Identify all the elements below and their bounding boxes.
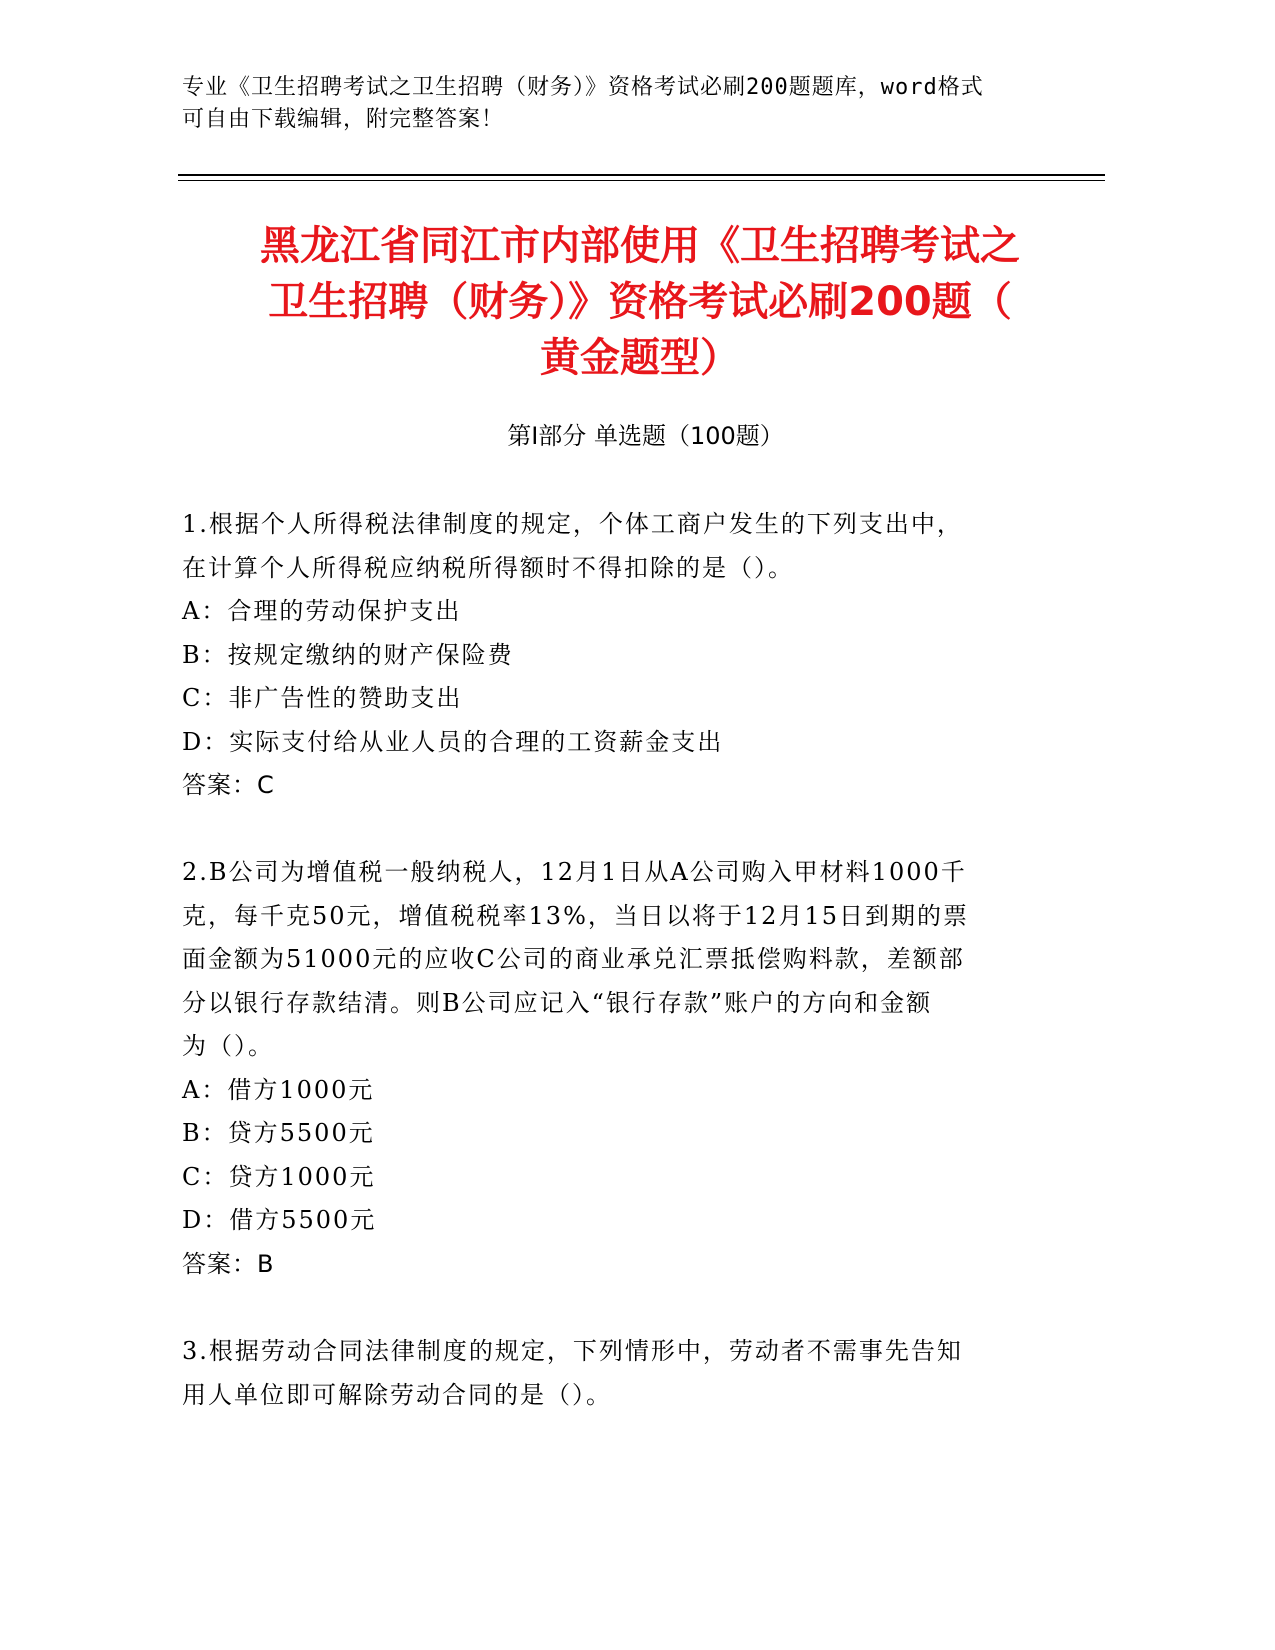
question-stem-line: 1.根据个人所得税法律制度的规定，个体工商户发生的下列支出中， (182, 510, 963, 538)
header-note (182, 72, 1062, 136)
question-stem-line: 用人单位即可解除劳动合同的是（）。 (182, 1380, 612, 1409)
option-d: D：借方5500元 (182, 1206, 377, 1234)
question-stem-line: 克，每千克50元，增值税税率13%，当日以将于12月15日到期的票 (182, 901, 969, 930)
document-title-line: 黄金题型） (540, 335, 740, 381)
option-c: C：贷方1000元 (182, 1162, 376, 1191)
question-stem-line: 在计算个人所得税应纳税所得额时不得扣除的是（）。 (182, 553, 794, 582)
header-note-line: 专业《卫生招聘考试之卫生招聘（财务）》资格考试必刷200题题库，word格式 (182, 75, 984, 100)
option-b: B：贷方5500元 (182, 1119, 375, 1147)
question-stem-line: 分以银行存款结清。则B公司应记入“银行存款”账户的方向和金额 (182, 988, 933, 1017)
option-d: D：实际支付给从业人员的合理的工资薪金支出 (182, 727, 724, 756)
question-2 (182, 851, 1042, 1286)
header-note-line: 可自由下载编辑，附完整答案！ (182, 107, 505, 132)
option-c: C：非广告性的赞助支出 (182, 684, 463, 712)
option-a: A：合理的劳动保护支出 (182, 597, 462, 625)
document-title (170, 218, 1110, 386)
question-3 (182, 1330, 1042, 1417)
question-stem-line: 面金额为51000元的应收C公司的商业承兑汇票抵偿购料款，差额部 (182, 945, 965, 973)
answer-label: 答案：B (182, 1249, 275, 1278)
option-a: A：借方1000元 (182, 1075, 375, 1104)
question-stem-line: 为（）。 (182, 1032, 274, 1060)
header-divider-thin (178, 180, 1105, 181)
header-divider-thick (178, 174, 1105, 176)
question-stem-line: 3.根据劳动合同法律制度的规定，下列情形中，劳动者不需事先告知 (182, 1337, 963, 1365)
option-b: B：按规定缴纳的财产保险费 (182, 640, 514, 669)
answer-label: 答案：C (182, 771, 275, 799)
question-stem-line: 2.B公司为增值税一般纳税人，12月1日从A公司购入甲材料1000千 (182, 858, 967, 886)
document-title-line: 黑龙江省同江市内部使用《卫生招聘考试之 (260, 223, 1020, 269)
question-1 (182, 503, 1042, 808)
document-title-line: 卫生招聘（财务）》资格考试必刷200题（ (268, 279, 1012, 325)
section-title: 第Ⅰ部分 单选题（100题） (507, 422, 784, 450)
